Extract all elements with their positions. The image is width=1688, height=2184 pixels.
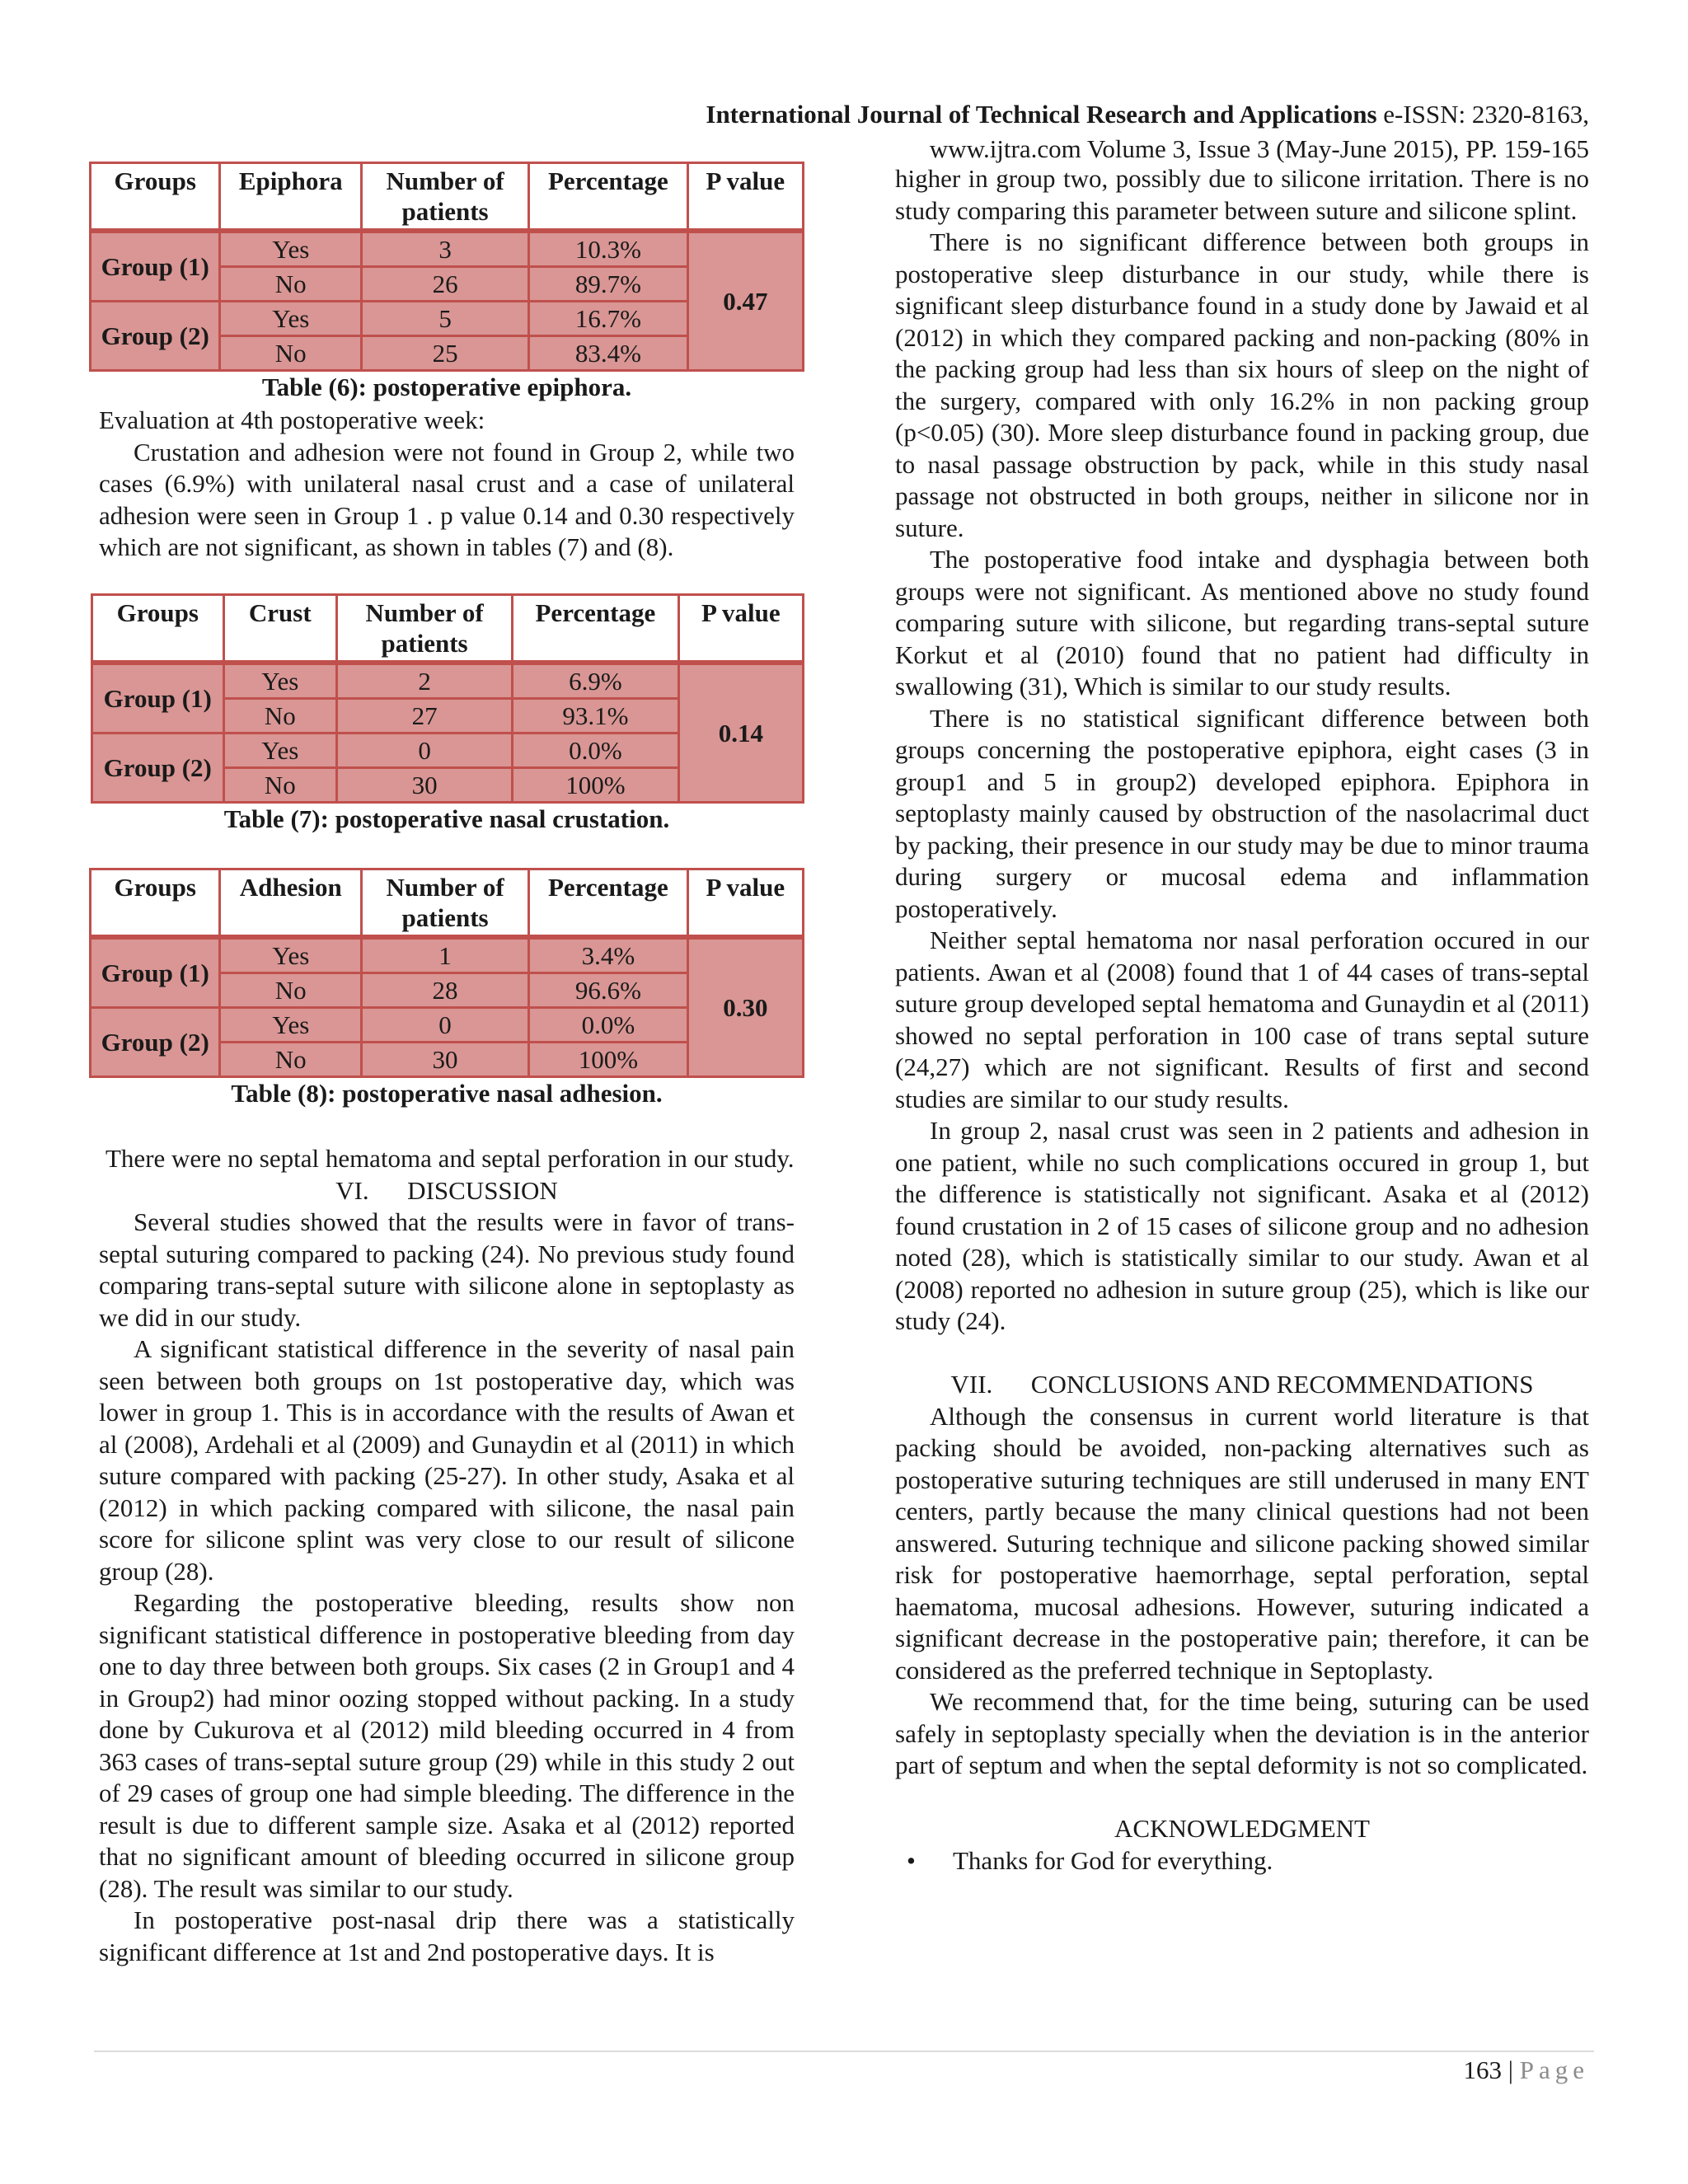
paragraph: The postoperative food intake and dysphagia between both groups were not significant. As mentioned above no study found comparing suture with silicone, but regarding trans-septal suture Korkut et al (2010) found that no patient had difficulty in swallowing (31), Which is similar to our study results.: [895, 545, 1589, 701]
table-cell: 100%: [529, 1043, 688, 1077]
table-header-cell: Number of patients: [337, 595, 513, 663]
p-value-cell: 0.47: [687, 231, 803, 371]
paragraph: In group 2, nasal crust was seen in 2 patients and adhesion in one patient, while no such complications occured in group 1, but the difference is statistically not significant. Asaka et al (2012) found crustation in 2 of 15 cases of silicone group and no adhesion noted (28), which is statistically similar to our study. Awan et al (2008) reported no adhesion in suture group (25), which is like our study (24).: [895, 1116, 1589, 1335]
table-cell: 100%: [513, 768, 679, 803]
table-caption: Table (8): postoperative nasal adhesion.: [231, 1079, 663, 1108]
group-label: Group (1): [91, 231, 220, 302]
table-header-cell: P value: [678, 595, 803, 663]
page-number: 163: [1463, 2055, 1503, 2084]
table-cell: 27: [337, 699, 513, 733]
table-cell: 30: [337, 768, 513, 803]
table-cell: 10.3%: [529, 231, 688, 267]
table-adhesion: [89, 868, 804, 1078]
table-row: [91, 937, 804, 973]
table-header-cell: Adhesion: [220, 869, 362, 938]
table-cell: No: [223, 699, 337, 733]
table-header-cell: Percentage: [529, 163, 688, 232]
table-header-cell: Crust: [223, 595, 337, 663]
table-header-cell: Number of patients: [362, 163, 529, 232]
table-header-cell: Groups: [91, 869, 220, 938]
paragraph: higher in group two, possibly due to silicone irritation. There is no study comparing this parameter between suture and silicone splint.: [895, 164, 1589, 225]
table-cell: 25: [362, 336, 529, 371]
page-separator: |: [1502, 2055, 1520, 2084]
table-cell: 0: [337, 733, 513, 768]
table-header-cell: Percentage: [513, 595, 679, 663]
group-label: Group (2): [91, 1008, 220, 1077]
page-footer: [1464, 2055, 1589, 2085]
paragraph: We recommend that, for the time being, suturing can be used safely in septoplasty specially when the deviation is in the anterior part of septum and when the septal deformity is not so complicated.: [895, 1687, 1589, 1779]
right-column: [895, 163, 1589, 1877]
paragraph: A significant statistical difference in the severity of nasal pain seen between both groups on 1st postoperative day, which was lower in group 1. This is in accordance with the results of Awan et al (2008), Ardehali et al (2009) and Gunaydin et al (2011) in which suture compared with packing (25-27). In other study, Asaka et al (2012) in which packing compared with silicone, the nasal pain score for silicone splint was very close to our result of silicone group (28).: [99, 1334, 795, 1586]
group-label: Group (2): [92, 733, 224, 803]
table-header-cell: P value: [687, 869, 803, 938]
journal-volume-line: www.ijtra.com Volume 3, Issue 3 (May-June 2015), PP. 159-165: [929, 134, 1589, 163]
table-cell: 0.0%: [513, 733, 679, 768]
table-cell: Yes: [220, 1008, 362, 1043]
eval-line: Evaluation at 4th postoperative week:: [99, 405, 485, 434]
group-label: Group (2): [91, 302, 220, 371]
left-text-block-1: [99, 405, 795, 564]
group-label: Group (1): [92, 663, 224, 733]
table-cell: 89.7%: [529, 267, 688, 302]
table-header-cell: Percentage: [529, 869, 688, 938]
p-value-cell: 0.14: [678, 663, 803, 803]
table-caption: Table (7): postoperative nasal crustation.: [223, 804, 670, 833]
table-cell: No: [220, 1043, 362, 1077]
table-cell: Yes: [220, 937, 362, 973]
table-row: [91, 231, 804, 267]
table-cell: 0.0%: [529, 1008, 688, 1043]
paragraph: Regarding the postoperative bleeding, results show non significant statistical difference in postoperative bleeding from day one to day three between both groups. Six cases (2 in Group1 and 4 in Group2) had minor oozing stopped without packing. In a study done by Cukurova et al (2012) mild bleeding occurred in 4 from 363 cases of trans-septal suture group (29) while in this study 2 out of 29 cases of group one had simple bleeding. The difference in the result is due to different sample size. Asaka et al (2012) reported that no significant amount of bleeding occurred in silicone group (28). The result was similar to our study.: [99, 1588, 795, 1903]
table-header-cell: P value: [687, 163, 803, 232]
table-cell: 0: [362, 1008, 529, 1043]
table-cell: 1: [362, 937, 529, 973]
table-cell: Yes: [220, 231, 362, 267]
table-header-cell: Groups: [91, 163, 220, 232]
section-heading-conclusions: VII. CONCLUSIONS AND RECOMMENDATIONS: [950, 1370, 1534, 1399]
paragraph: In postoperative post-nasal drip there was a statistically significant difference at 1st and 2nd postoperative days. It is: [99, 1905, 795, 1966]
paragraph: Although the consensus in current world literature is that packing should be avoided, non-packing alternatives such as postoperative suturing techniques are still underused in many ENT centers, partly because the many clinical questions had not been answered. Suturing technique and silicone packing showed similar risk for postoperative haemorrhage, septal perforation, septal haematoma, mucosal adhesions. However, suturing indicated a significant decrease in the postoperative pain; therefore, it can be considered as the preferred technique in Septoplasty.: [895, 1401, 1589, 1685]
table-cell: No: [220, 267, 362, 302]
section-heading-discussion: VI. DISCUSSION: [335, 1175, 558, 1205]
paragraph: Neither septal hematoma nor nasal perforation occured in our patients. Awan et al (2008) found that 1 of 44 cases of trans-septal suture group developed septal hematoma and Gunaydin et al (2011) showed no septal perforation in 100 case of trans septal suture (24,27) which are not significant. Results of first and second studies are similar to our study results.: [895, 926, 1589, 1113]
table-cell: 2: [337, 663, 513, 699]
list-item: • Thanks for God for everything.: [895, 1845, 1589, 1877]
table-header-row: [91, 163, 804, 232]
paragraph: There were no septal hematoma and septal perforation in our study.: [106, 1144, 795, 1173]
table-cell: 83.4%: [529, 336, 688, 371]
table-header-row: [92, 595, 804, 663]
table-cell: 28: [362, 973, 529, 1008]
table-cell: No: [220, 973, 362, 1008]
table-cell: No: [220, 336, 362, 371]
footer-divider: [94, 2050, 1594, 2052]
paragraph: Crustation and adhesion were not found in Group 2, while two cases (6.9%) with unilateral nasal crust and a case of unilateral adhesion were seen in Group 1 . p value 0.14 and 0.30 respectively which are not significant, as shown in tables (7) and (8).: [99, 437, 795, 561]
page-word: Page: [1519, 2055, 1589, 2084]
group-label: Group (1): [91, 937, 220, 1008]
paragraph: There is no statistical significant difference between both groups concerning the postoperative epiphora, eight cases (3 in group1 and 5 in group2) developed epiphora. Epiphora in septoplasty mainly caused by obstruction of the nasolacrimal duct by packing, their presence in our study may be due to minor trauma during surgery or mucosal edema and inflammation postoperatively.: [895, 703, 1589, 923]
table-cell: Yes: [223, 733, 337, 768]
table-cell: Yes: [220, 302, 362, 336]
table-cell: 26: [362, 267, 529, 302]
journal-name: International Journal of Technical Research and Applications: [706, 100, 1377, 129]
p-value-cell: 0.30: [687, 937, 803, 1077]
table-row: [92, 663, 804, 699]
table-cell: 6.9%: [513, 663, 679, 699]
table-cell: 3.4%: [529, 937, 688, 973]
table-header-cell: Number of patients: [362, 869, 529, 938]
table-cell: 16.7%: [529, 302, 688, 336]
table-header-cell: Epiphora: [220, 163, 362, 232]
table-cell: 3: [362, 231, 529, 267]
journal-header: [706, 97, 1589, 166]
paragraph: Several studies showed that the results were in favor of trans-septal suturing compared to packing (24). No previous study found comparing trans-septal suture with silicone alone in septoplasty as we did in our study.: [99, 1207, 795, 1332]
table-header-cell: Groups: [92, 595, 224, 663]
table-cell: No: [223, 768, 337, 803]
table-cell: 96.6%: [529, 973, 688, 1008]
journal-issn: e-ISSN: 2320-8163,: [1376, 100, 1589, 129]
section-heading-acknowledgment: ACKNOWLEDGMENT: [1114, 1814, 1370, 1843]
acknowledgment-list: [895, 1845, 1589, 1877]
table-caption: Table (6): postoperative epiphora.: [261, 373, 632, 401]
table-header-row: [91, 869, 804, 938]
table-cell: 30: [362, 1043, 529, 1077]
table-cell: Yes: [223, 663, 337, 699]
paragraph: There is no significant difference between both groups in postoperative sleep disturbance in our study, while there is significant sleep disturbance found in a study done by Jawaid et al (2012) in which they compared packing and non-packing (80% in the packing group had less than six hours of sleep on the night of the surgery, compared with only 16.2% in non packing group (p<0.05) (30). More sleep disturbance found in packing group, due to nasal passage obstruction by pack, while in this study nasal passage not obstructed in both groups, neither in silicone nor in suture.: [895, 227, 1589, 542]
table-crustation: [91, 593, 804, 804]
table-cell: 93.1%: [513, 699, 679, 733]
table-epiphora: [89, 162, 804, 372]
table-cell: 5: [362, 302, 529, 336]
left-text-block-2: [99, 1143, 795, 1968]
